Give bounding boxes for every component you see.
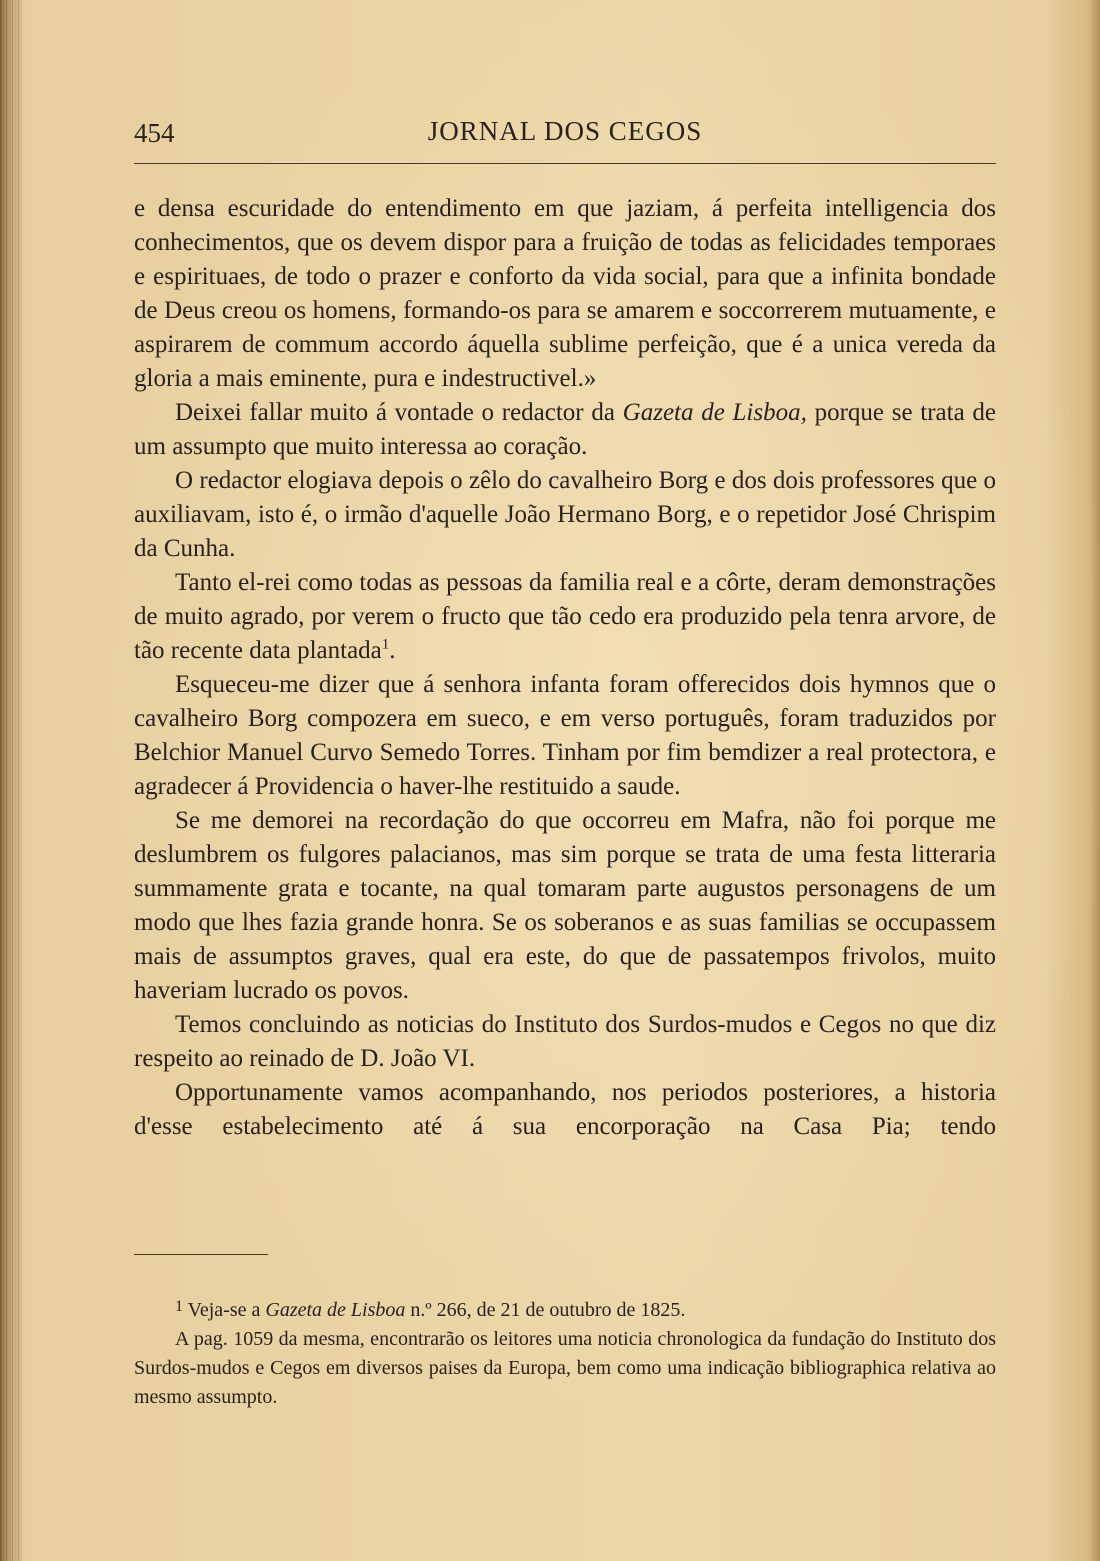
footnote-1-text-end: n.º 266, de 21 de outubro de 1825. bbox=[405, 1299, 686, 1321]
footnotes bbox=[134, 1296, 996, 1412]
footnote-rule bbox=[134, 1254, 268, 1255]
paragraph-3: O redactor elogiava depois o zêlo do cavalheiro Borg e dos dois professores que o auxiliavam, isto é, o irmão d'aquelle João Hermano Borg, e o repetidor José Chrispim da Cunha. bbox=[134, 467, 996, 562]
paragraph-2-text-end: porque se trata de um assumpto que muito interessa ao coração. bbox=[134, 399, 996, 460]
header-rule bbox=[134, 163, 996, 164]
footnote-1-text-start: Veja-se a bbox=[187, 1299, 266, 1321]
page-number: 454 bbox=[134, 118, 175, 148]
paragraph-7: Temos concluindo as noticias do Instituto dos Surdos-mudos e Cegos no que diz respeito ao reinado de D. João VI. bbox=[134, 1011, 996, 1072]
paragraph-6: Se me demorei na recordação do que occorreu em Mafra, não foi porque me deslumbrem os fulgores palacianos, mas sim porque se trata de uma festa litteraria summamente grata e tocante, na qual tomaram parte augustos personagens de um modo que lhes fazia grande honra. Se os soberanos e as suas familias se occupassem mais de assumptos graves, qual era este, do que de passatempos frivolos, muito haveriam lucrado os povos. bbox=[134, 807, 996, 1004]
page-header bbox=[134, 116, 996, 156]
footnote-1 bbox=[134, 1296, 996, 1325]
newspaper-title-italic: Gazeta de Lisboa, bbox=[622, 399, 807, 426]
paragraph-4-period: . bbox=[389, 637, 396, 664]
paragraph-2 bbox=[134, 396, 996, 464]
footnote-reference[interactable]: 1 bbox=[381, 636, 390, 653]
footnote-newspaper-title-italic: Gazeta de Lisboa bbox=[265, 1299, 406, 1321]
paragraph-5: Esqueceu-me dizer que á senhora infanta foram offerecidos dois hymnos que o cavalheiro Borg compozera em sueco, e em verso português, foram traduzidos por Belchior Manuel Curvo Semedo Torres. Tinham por fim bemdizer a real protectora, e agradecer á Providencia o haver-lhe restituido a saude. bbox=[134, 671, 996, 800]
page-binding-edge bbox=[0, 0, 22, 1561]
footnote-1-continuation: A pag. 1059 da mesma, encontrarão os leitores uma noticia chronologica da fundação do Instituto dos Surdos-mudos e Cegos em diversos paises da Europa, bem como uma indicação bibliographica relativa ao mesmo assumpto. bbox=[134, 1328, 996, 1408]
paragraph-8: Opportunamente vamos acompanhando, nos periodos posteriores, a historia d'esse estabelecimento até á sua encorporação na Casa Pia; tendo bbox=[134, 1079, 996, 1140]
paragraph-4-text: Tanto el-rei como todas as pessoas da familia real e a côrte, deram demonstrações de muito agrado, por verem o fructo que tão cedo era produzido pela tenra arvore, de tão recente data plantada bbox=[134, 569, 996, 664]
paragraph-4 bbox=[134, 566, 996, 668]
running-title: JORNAL DOS CEGOS bbox=[427, 116, 703, 146]
paragraph-2-text-start: Deixei fallar muito á vontade o redactor da bbox=[175, 399, 623, 426]
paragraph-1: e densa escuridade do entendimento em que jaziam, á perfeita intelligencia dos conhecimentos, que os devem dispor para a fruição de todas as felicidades temporaes e espirituaes, de todo o prazer e conforto da vida social, para que a infinita bondade de Deus creou os homens, formando-os para se amarem e soccorrerem mutuamente, e aspirarem de commum accordo áquella sublime perfeição, que é a unica vereda da gloria a mais eminente, pura e indestructivel.» bbox=[134, 195, 996, 392]
body-text bbox=[134, 192, 996, 1144]
footnote-marker: 1 bbox=[175, 1298, 183, 1315]
